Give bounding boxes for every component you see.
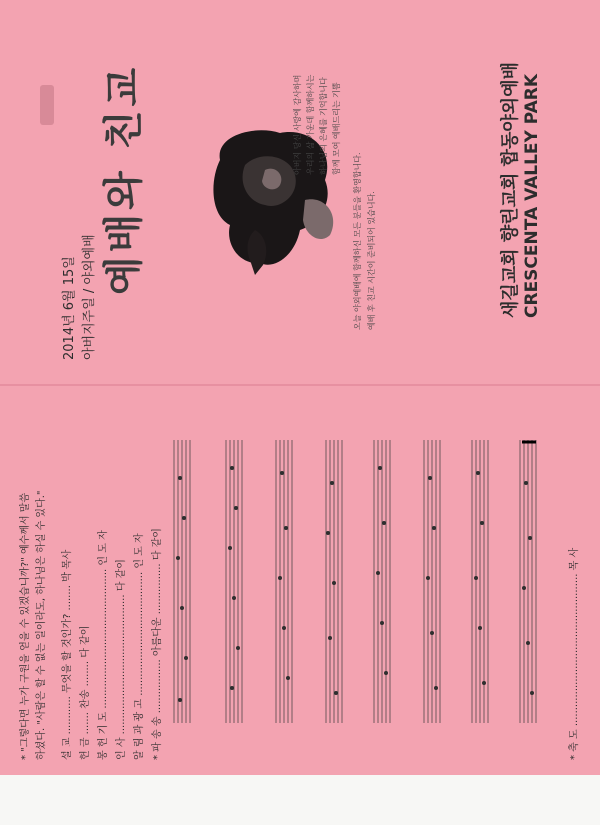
poem-line-4: 함께 모여 예배드리는 기쁨 (332, 82, 341, 175)
program-item-4: 인 사 ............................................ 다 같이 (116, 559, 127, 760)
cover-date: 2014년 6월 15일 (62, 256, 77, 360)
note-line-1: 오늘 야외예배에 함께하신 모든 분들을 환영합니다. (353, 152, 362, 330)
program-item-6: * 파 송 송 ................. 아름다운 ................ 다 같이 (152, 528, 163, 760)
quote-line-1: * "그렇다면 누가 구원을 얻을 수 있겠습니까?" 예수께서 말씀 (20, 492, 31, 760)
program-item-1: 설 교 ............ 무엇을 할 것인가? ........ 박 목사 (62, 549, 73, 760)
cover-title: 예배와 친교 (101, 63, 147, 295)
program-item-5: 알 림 과 광 고 ....................................... 인 도 자 (134, 533, 145, 760)
cover-church-line: 새길교회 향린교회 합동야외예배 (500, 62, 521, 318)
faded-stamp (40, 85, 54, 125)
hymn-score (172, 438, 567, 728)
program-item-2: 헌 금 ....... 찬송 ........ 다 같이 (80, 625, 91, 760)
poem-line-2: 우리의 삶 가운데 함께하시는 (306, 74, 315, 175)
poem-line-3: 하나님의 은혜를 기억합니다 (319, 77, 328, 175)
note-line-2: 예배 후 친교 시간이 준비되어 있습니다. (367, 191, 376, 330)
fold-line (0, 384, 600, 386)
quote-line-2: 하셨다. "사람은 할 수 없는 일이라도, 하나님은 하실 수 있다." (36, 490, 47, 760)
program-item-3: 봉 헌 기 도 ............................................ 인 도 자 (98, 530, 109, 760)
poem-line-1: 아버지 당신 사랑에 감사하며 (293, 74, 302, 175)
cover-service: 아버지주일 / 야외예배 (82, 234, 97, 360)
cover-park: CRESCENTA VALLEY PARK (522, 73, 542, 318)
benediction-line: * 축 도 ................................................ 목 사 (569, 547, 580, 760)
